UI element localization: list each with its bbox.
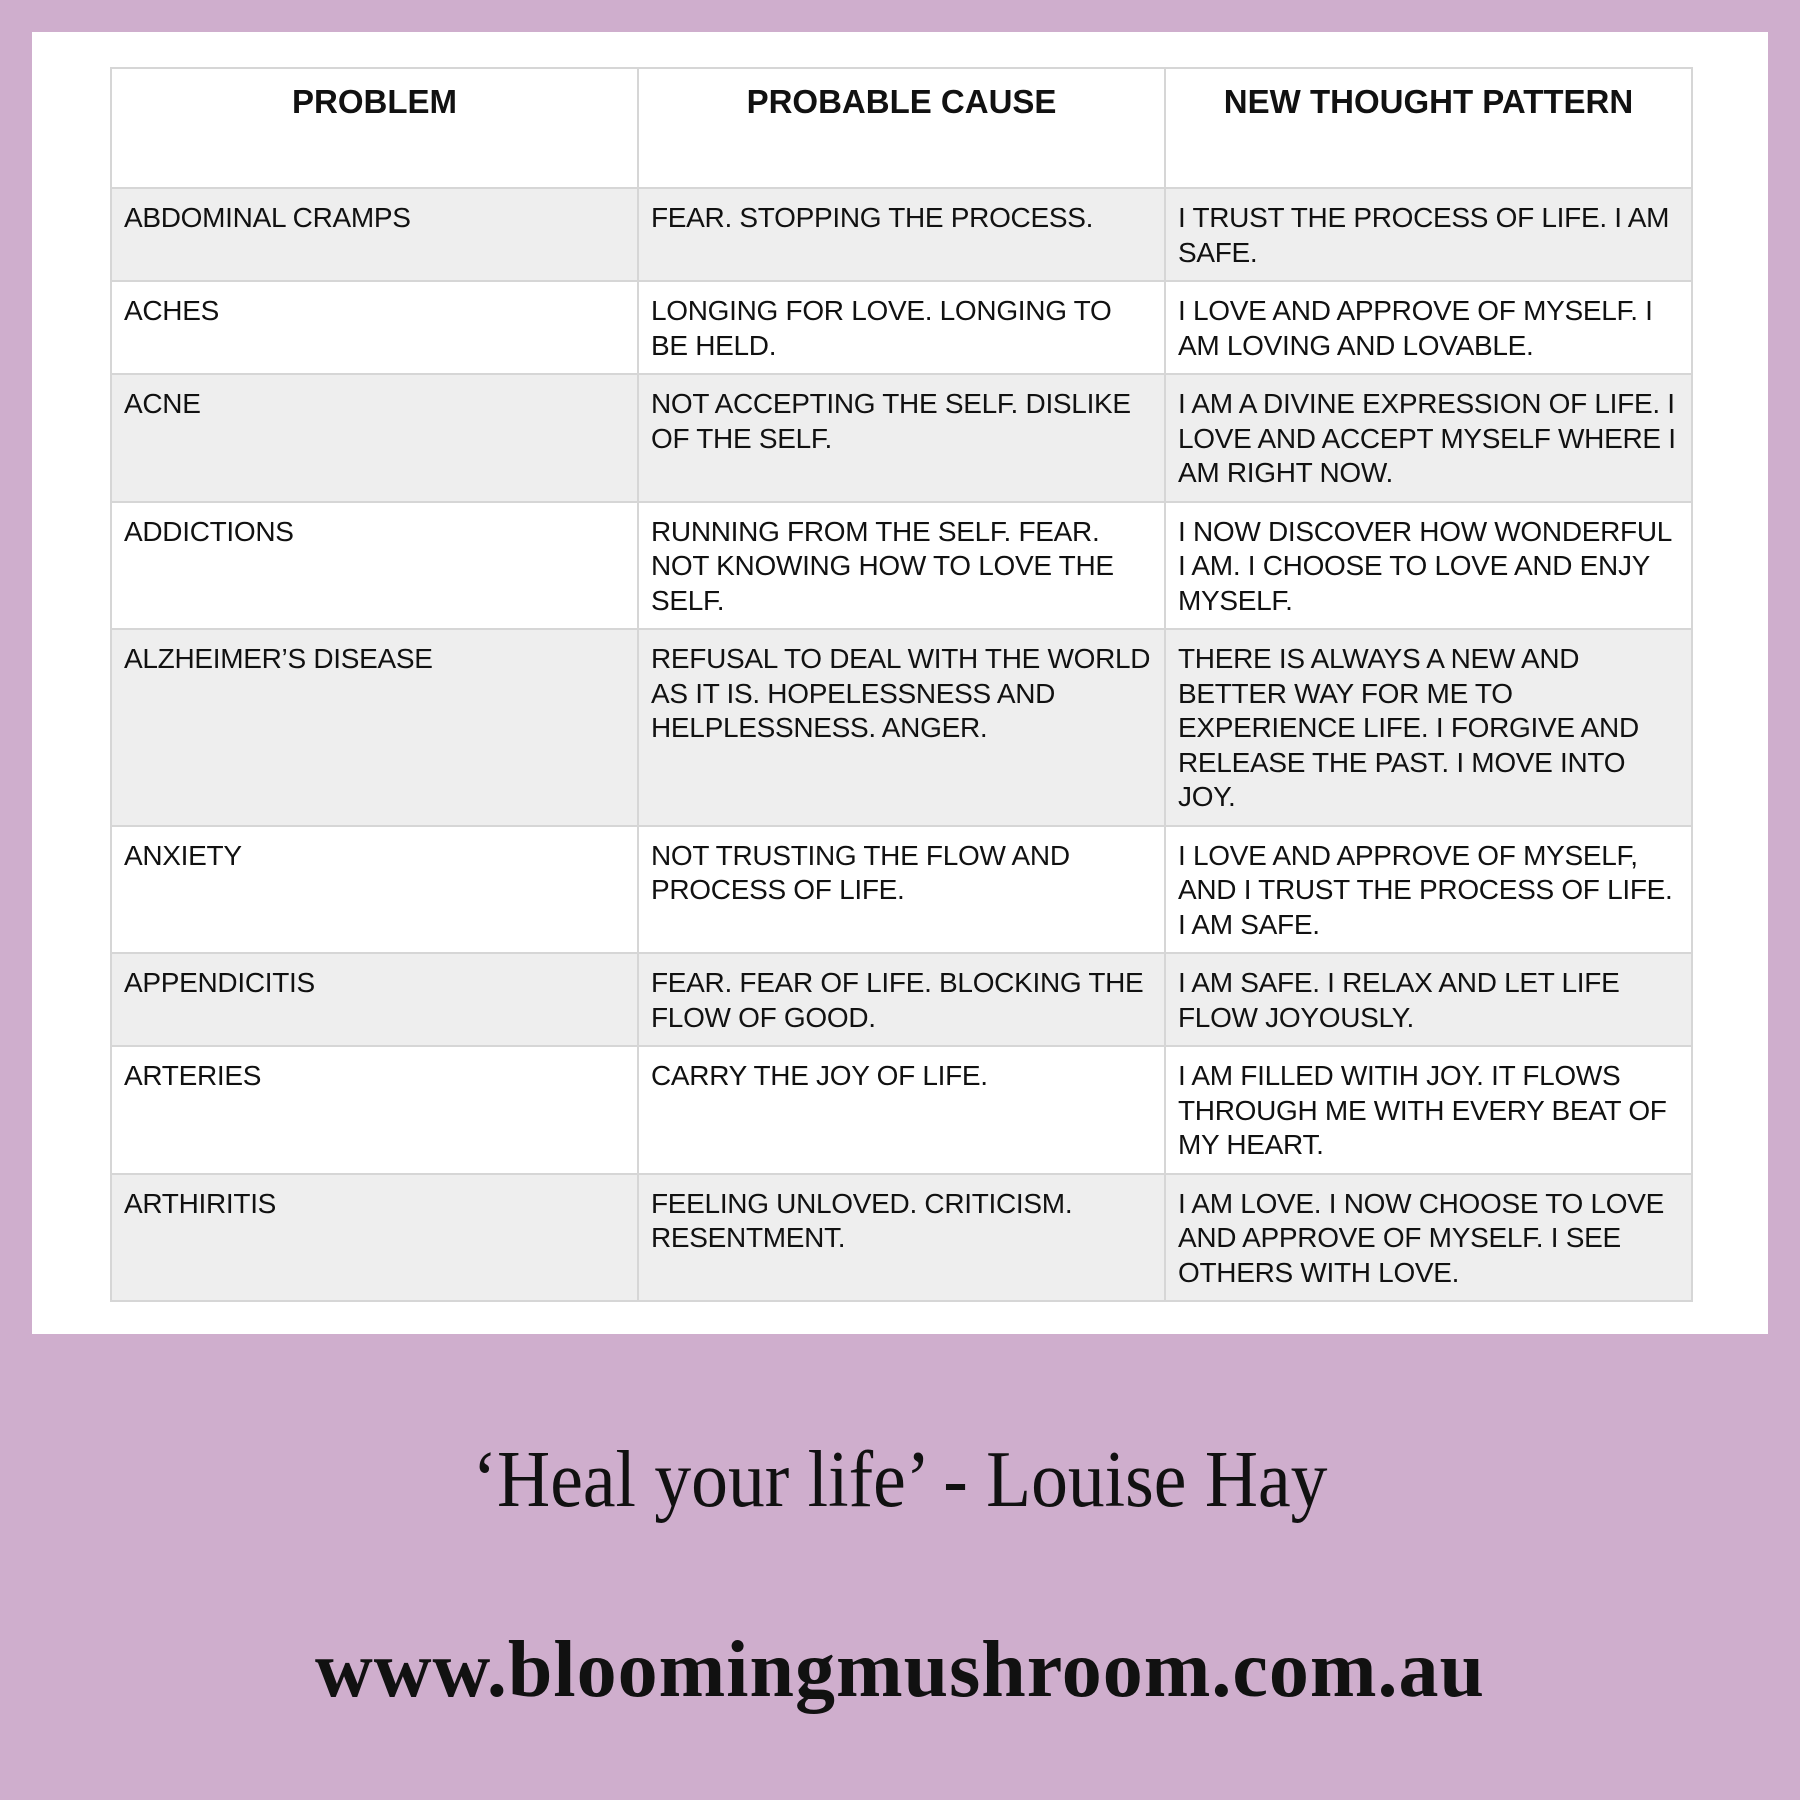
table-row (111, 502, 1692, 630)
table-row (111, 629, 1692, 826)
table-row (111, 1174, 1692, 1302)
problem-cell: ALZHEIMER’S DISEASE (111, 629, 638, 826)
pattern-cell: I NOW DISCOVER HOW WONDERFUL I AM. I CHOOSE TO LOVE AND ENJY MYSELF. (1165, 502, 1692, 630)
problem-cell: ADDICTIONS (111, 502, 638, 630)
cause-cell: LONGING FOR LOVE. LONGING TO BE HELD. (638, 281, 1165, 374)
problem-cell: ABDOMINAL CRAMPS (111, 188, 638, 281)
pattern-cell: THERE IS ALWAYS A NEW AND BETTER WAY FOR ME TO EXPERIENCE LIFE. I FORGIVE AND RELEASE THE PAST. I MOVE INTO JOY. (1165, 629, 1692, 826)
table-row (111, 953, 1692, 1046)
problem-cell: ACNE (111, 374, 638, 502)
table-row (111, 1046, 1692, 1174)
book-title-caption: ‘Heal your life’ - Louise Hay (472, 1436, 1328, 1524)
problem-cell: ACHES (111, 281, 638, 374)
pattern-cell: I AM FILLED WITIH JOY. IT FLOWS THROUGH ME WITH EVERY BEAT OF MY HEART. (1165, 1046, 1692, 1174)
cause-cell: FEELING UNLOVED. CRITICISM. RESENTMENT. (638, 1174, 1165, 1302)
cause-cell: RUNNING FROM THE SELF. FEAR. NOT KNOWING HOW TO LOVE THE SELF. (638, 502, 1165, 630)
header-problem: PROBLEM (111, 68, 638, 188)
problem-cell: ANXIETY (111, 826, 638, 954)
table-card (32, 32, 1768, 1334)
cause-cell: NOT ACCEPTING THE SELF. DISLIKE OF THE SELF. (638, 374, 1165, 502)
pattern-cell: I TRUST THE PROCESS OF LIFE. I AM SAFE. (1165, 188, 1692, 281)
problem-cell: APPENDICITIS (111, 953, 638, 1046)
header-probable-cause: PROBABLE CAUSE (638, 68, 1165, 188)
header-row (111, 68, 1692, 188)
pattern-cell: I AM A DIVINE EXPRESSION OF LIFE. I LOVE AND ACCEPT MYSELF WHERE I AM RIGHT NOW. (1165, 374, 1692, 502)
website-url: www.bloomingmushroom.com.au (314, 1626, 1486, 1714)
cause-cell: REFUSAL TO DEAL WITH THE WORLD AS IT IS. HOPELESSNESS AND HELPLESSNESS. ANGER. (638, 629, 1165, 826)
table-row (111, 826, 1692, 954)
cause-cell: FEAR. FEAR OF LIFE. BLOCKING THE FLOW OF GOOD. (638, 953, 1165, 1046)
cause-cell: FEAR. STOPPING THE PROCESS. (638, 188, 1165, 281)
cause-cell: NOT TRUSTING THE FLOW AND PROCESS OF LIFE. (638, 826, 1165, 954)
symptom-table (110, 67, 1693, 1302)
table-row (111, 188, 1692, 281)
table-row (111, 374, 1692, 502)
problem-cell: ARTERIES (111, 1046, 638, 1174)
cause-cell: CARRY THE JOY OF LIFE. (638, 1046, 1165, 1174)
pattern-cell: I LOVE AND APPROVE OF MYSELF. I AM LOVING AND LOVABLE. (1165, 281, 1692, 374)
pattern-cell: I AM SAFE. I RELAX AND LET LIFE FLOW JOYOUSLY. (1165, 953, 1692, 1046)
table-row (111, 281, 1692, 374)
pattern-cell: I AM LOVE. I NOW CHOOSE TO LOVE AND APPROVE OF MYSELF. I SEE OTHERS WITH LOVE. (1165, 1174, 1692, 1302)
problem-cell: ARTHIRITIS (111, 1174, 638, 1302)
pattern-cell: I LOVE AND APPROVE OF MYSELF, AND I TRUST THE PROCESS OF LIFE. I AM SAFE. (1165, 826, 1692, 954)
header-new-thought-pattern: NEW THOUGHT PATTERN (1165, 68, 1692, 188)
